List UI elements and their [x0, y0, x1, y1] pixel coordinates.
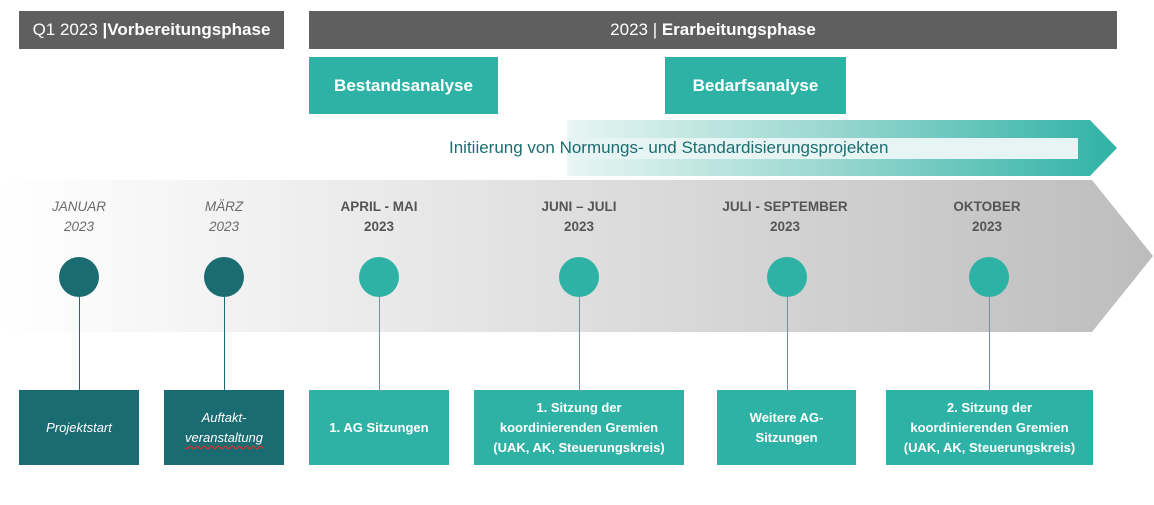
- milestone-connector: [989, 297, 990, 390]
- milestone-connector: [787, 297, 788, 390]
- event-line: Projektstart: [46, 419, 112, 435]
- event-line: Sitzungen: [755, 429, 818, 445]
- milestone-dot: [969, 257, 1009, 297]
- milestone-date-year: 2023: [363, 219, 395, 234]
- milestone-event-text: [329, 418, 428, 438]
- milestone-date-label: APRIL - MAI: [340, 199, 418, 214]
- milestone-date: [139, 197, 309, 237]
- milestone-connector: [79, 297, 80, 390]
- milestone-date-label: OKTOBER: [953, 199, 1021, 214]
- milestone-date-year: 2023: [971, 219, 1003, 234]
- milestone-connector: [379, 297, 380, 390]
- milestone-dot: [359, 257, 399, 297]
- milestone-event-box: [886, 390, 1093, 465]
- milestone-event-text: [493, 398, 664, 458]
- milestone-date: [902, 197, 1072, 237]
- event-line: koordinierenden Gremien: [499, 419, 659, 435]
- milestone-dot: [559, 257, 599, 297]
- milestone-date-label: JUNI – JULI: [541, 199, 617, 214]
- event-line: Auftakt-: [201, 409, 247, 425]
- milestone-dot: [767, 257, 807, 297]
- milestone-date-year: 2023: [63, 219, 95, 234]
- event-line: (UAK, AK, Steuerungskreis): [493, 439, 665, 455]
- milestone-event-box: [309, 390, 449, 465]
- milestone-dot: [204, 257, 244, 297]
- milestone-date-year: 2023: [208, 219, 240, 234]
- milestone-event-text: [904, 398, 1075, 458]
- milestone-date-label: JULI - SEPTEMBER: [722, 199, 848, 214]
- phase-preparation-title: |Vorbereitungsphase: [102, 20, 271, 39]
- phase-development-prefix: 2023 |: [610, 20, 662, 39]
- event-line: koordinierenden Gremien: [910, 419, 1069, 435]
- milestone-date-year: 2023: [769, 219, 801, 234]
- analysis-bedarf: Bedarfsanalyse: [665, 57, 846, 114]
- milestone-date-label: MÄRZ: [204, 199, 244, 214]
- milestone-date: [700, 197, 870, 237]
- milestone-date-year: 2023: [563, 219, 595, 234]
- milestone-event-box: [474, 390, 684, 465]
- milestone-connector: [224, 297, 225, 390]
- milestone-date: [494, 197, 664, 237]
- phase-preparation-prefix: Q1 2023: [32, 20, 103, 39]
- milestone-event-box: [164, 390, 284, 465]
- milestone-date-label: JANUAR: [51, 199, 106, 214]
- milestone-event-box: [19, 390, 139, 465]
- initiative-label: Initiierung von Normungs- und Standardisierungsprojekten: [449, 138, 889, 157]
- event-line: veranstaltung: [184, 429, 264, 445]
- milestone-dot: [59, 257, 99, 297]
- analysis-bestand: Bestandsanalyse: [309, 57, 498, 114]
- event-line: 2. Sitzung der: [946, 399, 1033, 415]
- event-line: Weitere AG-: [749, 409, 824, 425]
- event-line: 1. AG Sitzungen: [329, 419, 429, 435]
- milestone-event-text: [750, 408, 824, 448]
- milestone-date: [294, 197, 464, 237]
- phase-preparation: [19, 11, 284, 49]
- milestone-event-text: [185, 408, 263, 448]
- milestone-event-text: [46, 418, 112, 438]
- event-line: 1. Sitzung der: [536, 399, 622, 415]
- event-line: (UAK, AK, Steuerungskreis): [903, 439, 1076, 455]
- phase-development: [309, 11, 1117, 49]
- milestone-connector: [579, 297, 580, 390]
- phase-development-title: Erarbeitungsphase: [661, 20, 816, 39]
- milestone-event-box: [717, 390, 856, 465]
